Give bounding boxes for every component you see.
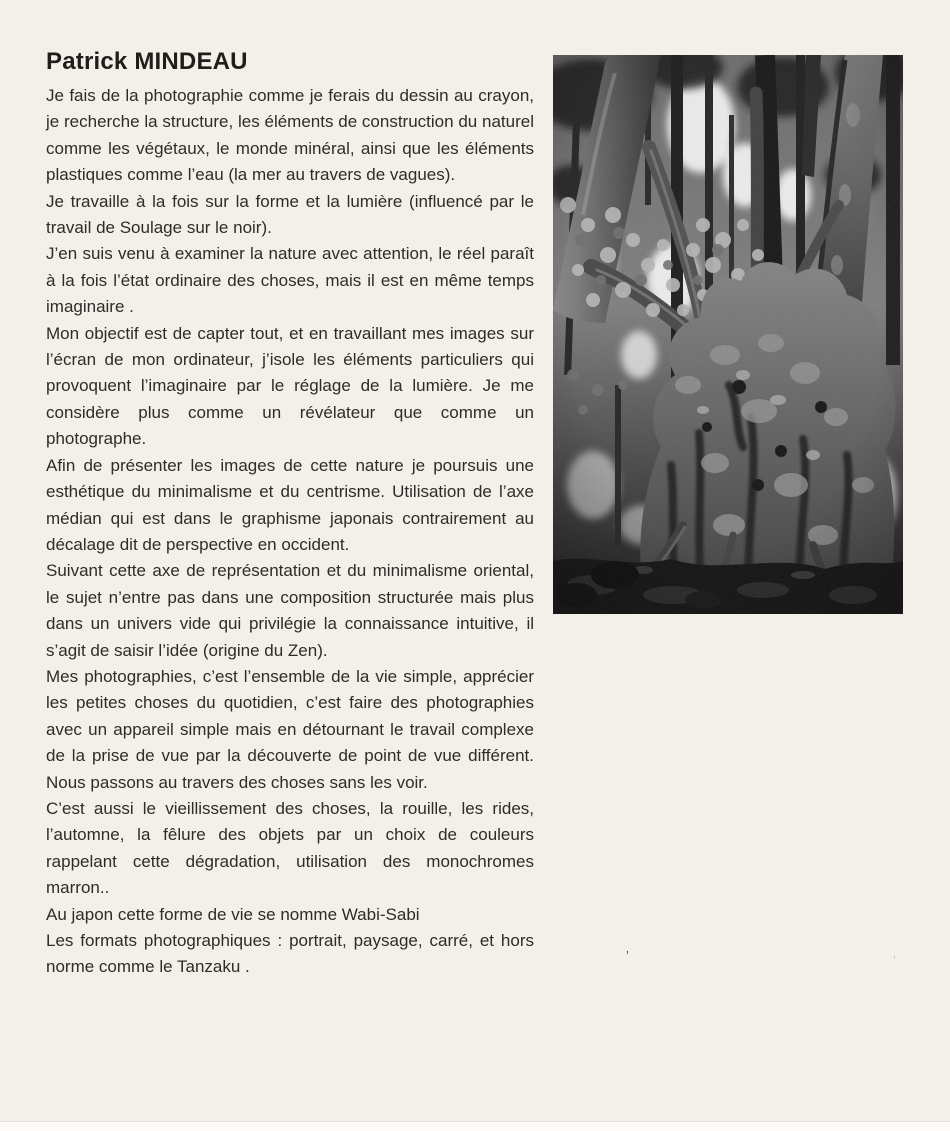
page-title: Patrick MINDEAU [46,48,248,75]
page-bottom-strip [0,1121,950,1131]
tree-photo [553,48,903,614]
biography-paragraph: Mes photographies, c’est l’ensemble de la vie simple, apprécier les petites choses du quotidien, c’est faire des photographies avec un appareil simple mais en détournant le travail complexe de la prise de vue par la découverte de point de vue différent. Nous passons au travers des choses sans les voir. [46,666,534,792]
biography-paragraph: Suivant cette axe de représentation et du minimalisme oriental, le sujet n’entre pas dans une composition structurée mais plus dans un univers vide qui privilégie la connaissance intuitive, il s’agit de saisir l’idée (origine du Zen). [46,561,534,660]
biography-paragraph: C’est aussi le vieillissement des choses, la rouille, les rides, l’automne, la fêlure des objets par un choix de couleurs rappelant cette dégradation, utilisation des monochromes marron.. [46,798,534,898]
article-text-column [46,48,534,981]
biography-paragraph: Je travaille à la fois sur la forme et la lumière (influencé par le travail de Soulage sur le noir). [46,191,534,238]
tree-photo-frame [553,55,903,614]
biography-paragraph: Les formats photographiques : portrait, paysage, carré, et hors norme comme le Tanzaku . [46,931,534,977]
content-area [46,48,904,981]
biography-paragraph: Mon objectif est de capter tout, et en travaillant mes images sur l’écran de mon ordinateur, j’isole les éléments particuliers qui provoquent l’imaginaire par le réglage de la lumière. Je me considère plus comme un révélateur que comme un photographe. [46,323,534,449]
biography-paragraph: Afin de présenter les images de cette nature je poursuis une esthétique du minimalisme et du centrisme. Utilisation de l’axe médian qui est dans le graphisme japonais contrairement au décalage dit de perspective en occident. [46,455,534,554]
biography-paragraphs [46,83,534,981]
biography-paragraph: Au japon cette forme de vie se nomme Wabi-Sabi [46,904,420,924]
stray-mark-left: ’ [626,948,629,963]
stray-mark-right: ’ [893,953,896,968]
biography-paragraph: J’en suis venu à examiner la nature avec attention, le réel paraît à la fois l’état ordinaire des choses, mais il est en même temps imaginaire . [46,244,534,317]
tree-photo-illustration [553,55,903,614]
biography-paragraph: Je fais de la photographie comme je ferais du dessin au crayon, je recherche la structure, les éléments de construction du naturel comme les végétaux, le monde minéral, ainsi que les éléments plastiques comme l’eau (la mer au travers de vagues). [46,86,534,185]
